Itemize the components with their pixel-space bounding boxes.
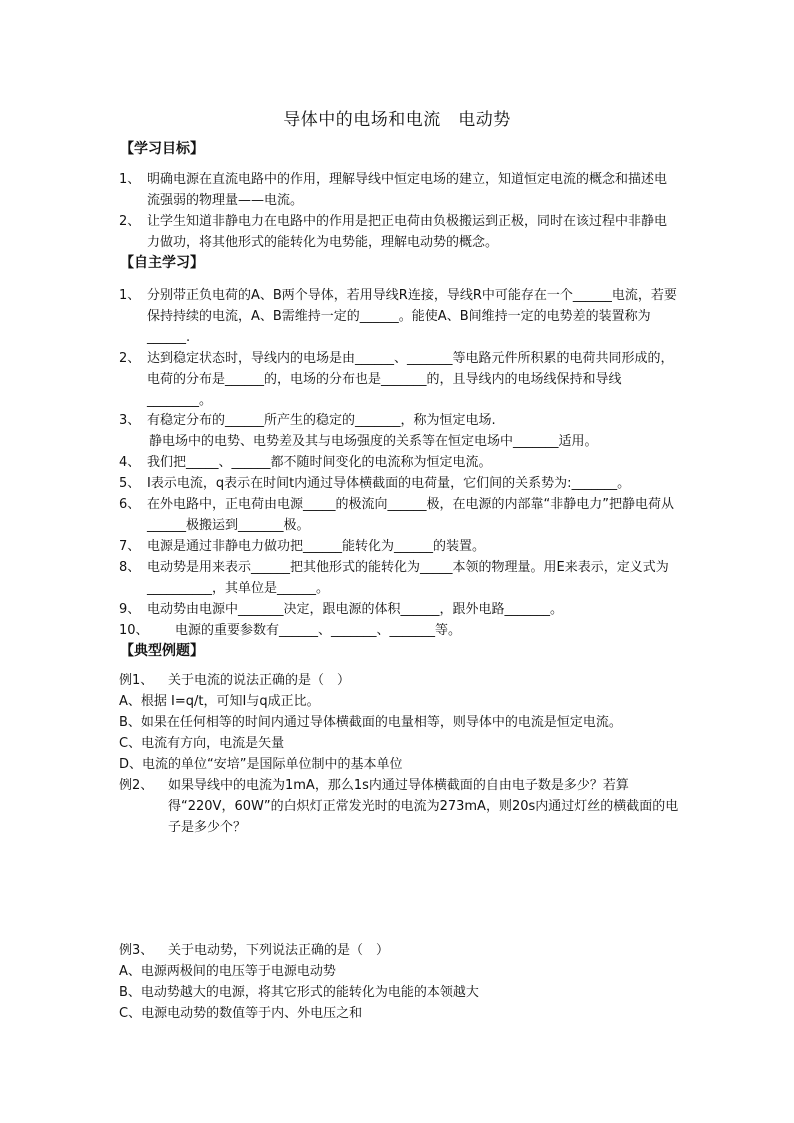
section-goals-heading: 【学习目标】 (120, 141, 204, 157)
goal-item (119, 169, 679, 211)
example-option: A、根据 I=q/t，可知I与q成正比。 (119, 694, 320, 709)
example-option: A、电源两极间的电压等于电源电动势 (119, 964, 336, 979)
example-question-text: 关于电流的说法正确的是（ ） (168, 673, 351, 688)
example-option: D、电流的单位“安培”是国际单位制中的基本单位 (119, 757, 403, 772)
study-number: 6、 (119, 497, 141, 512)
goal-number: 2、 (119, 214, 141, 229)
study-item (119, 620, 679, 641)
study-text: 有稳定分布的______所产生的稳定的_______，称为恒定电场. (147, 413, 496, 428)
example-number: 例2、 (119, 778, 154, 793)
study-item (119, 494, 679, 536)
goal-text: 明确电源在直流电路中的作用，理解导线中恒定电场的建立，知道恒定电流的概念和描述电流强弱的物理量——电流。 (147, 172, 668, 208)
example-question (119, 775, 679, 838)
study-number: 10、 (119, 623, 149, 638)
example-question (119, 670, 679, 691)
study-text: 电动势由电源中_______决定，跟电源的体积______，跟外电路_______。 (147, 602, 564, 617)
study-number: 2、 (119, 351, 141, 366)
study-item (119, 431, 679, 452)
example-question-text: 如果导线中的电流为1mA，那么1s内通过导体横截面的自由电子数是多少？若算得“220V，60W”的白炽灯正常发光时的电流为273mA，则20s内通过灯丝的横截面的电子是多少个？ (168, 778, 679, 835)
study-number: 5、 (119, 476, 141, 491)
study-number: 4、 (119, 455, 141, 470)
study-text: 我们把_____、______都不随时间变化的电流称为恒定电流。 (147, 455, 492, 470)
study-text: 在外电路中，正电荷由电源_____的极流向______极，在电源的内部靠“非静电力”把静电荷从______极搬运到_______极。 (147, 497, 674, 533)
study-text: 电源是通过非静电力做功把______能转化为______的装置。 (147, 539, 486, 554)
study-number: 3、 (119, 413, 141, 428)
study-item (119, 348, 679, 411)
example-option: C、电源电动势的数值等于内、外电压之和 (119, 1006, 363, 1021)
study-item (119, 473, 679, 494)
page-title: 导体中的电场和电流 电动势 (283, 110, 511, 130)
study-text: I表示电流，q表示在时间t内通过导体横截面的电荷量，它们间的关系势为:_______。 (147, 476, 631, 491)
study-number: 1、 (119, 288, 141, 303)
study-item (119, 557, 679, 599)
study-item (119, 285, 679, 348)
example-question (119, 940, 679, 961)
study-text: 分别带正负电荷的A、B两个导体，若用导线R连接，导线R中可能存在一个______电流，若要保持持续的电流，A、B需维持一定的______。能使A、B间维持一定的电势差的装置称为______. (147, 288, 677, 345)
goal-text: 让学生知道非静电力在电路中的作用是把正电荷由负极搬运到正极，同时在该过程中非静电力做功，将其他形式的能转化为电势能，理解电动势的概念。 (147, 214, 668, 250)
study-item (119, 410, 679, 431)
section-examples-heading: 【典型例题】 (120, 643, 204, 659)
example-option: B、如果在任何相等的时间内通过导体横截面的电量相等，则导体中的电流是恒定电流。 (119, 715, 622, 730)
example-number: 例1、 (119, 673, 154, 688)
goal-item (119, 211, 679, 253)
example-option: C、电流有方向，电流是矢量 (119, 736, 285, 751)
example-option: B、电动势越大的电源，将其它形式的能转化为电能的本领越大 (119, 985, 479, 1000)
example-question-text: 关于电动势，下列说法正确的是（ ） (168, 943, 390, 958)
study-item (119, 452, 679, 473)
study-text: 静电场中的电势、电势差及其与电场强度的关系等在恒定电场中_______适用。 (149, 434, 598, 449)
study-text: 电源的重要参数有______、_______、_______等。 (175, 623, 462, 638)
example-number: 例3、 (119, 943, 154, 958)
goal-number: 1、 (119, 172, 141, 187)
study-number: 8、 (119, 560, 141, 575)
study-item (119, 536, 679, 557)
study-text: 达到稳定状态时，导线内的电场是由______、_______等电路元件所积累的电荷共同形成的，电荷的分布是______的，电场的分布也是_______的，且导线内的电场线保持和导线________。 (147, 351, 674, 408)
section-self-study-heading: 【自主学习】 (120, 255, 204, 271)
study-number: 9、 (119, 602, 141, 617)
study-text: 电动势是用来表示______把其他形式的能转化为_____本领的物理量。用E来表示，定义式为__________，其单位是______。 (147, 560, 669, 596)
study-item (119, 599, 679, 620)
study-number: 7、 (119, 539, 141, 554)
